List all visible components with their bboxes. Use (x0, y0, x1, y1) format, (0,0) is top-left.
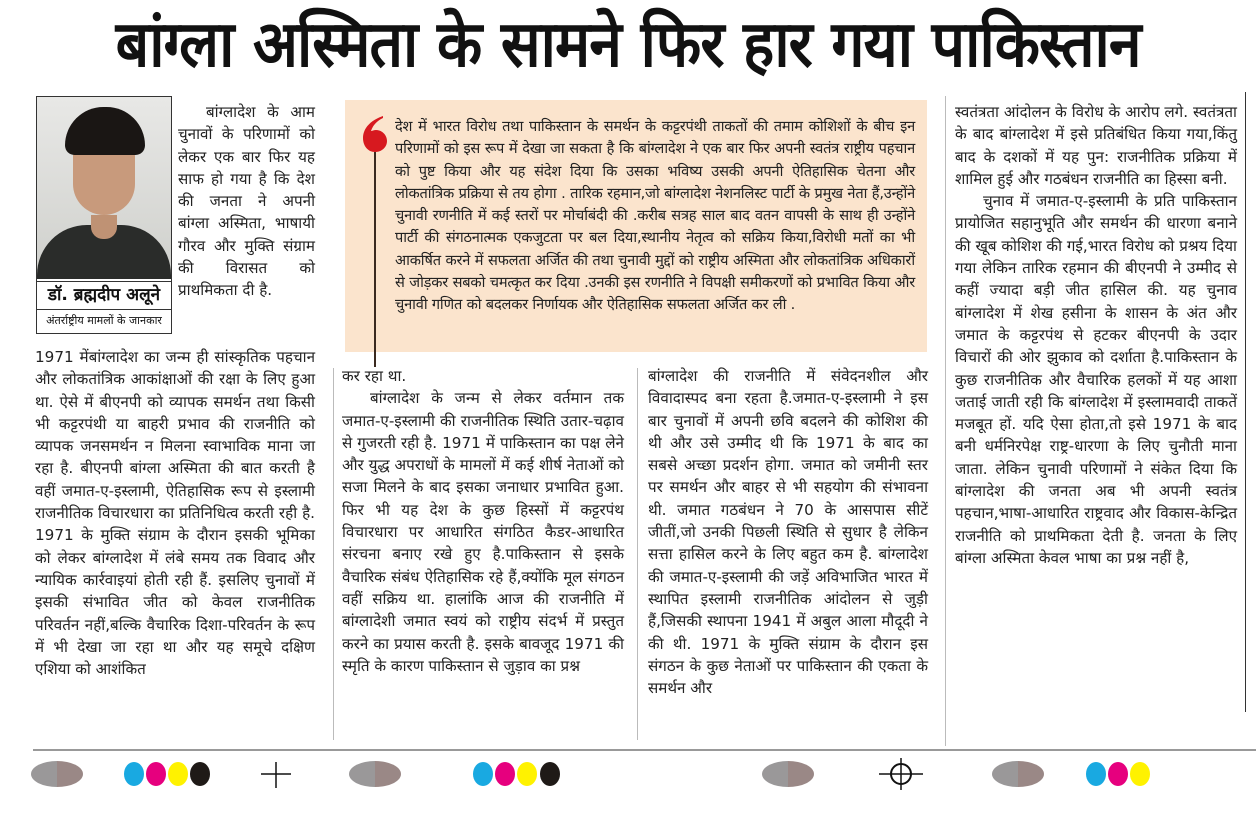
right-border (1245, 92, 1246, 712)
cyan-dot (473, 762, 493, 786)
magenta-dot (146, 762, 166, 786)
column-2-paragraph-1: कर रहा था. (342, 367, 407, 385)
black-dot (190, 762, 210, 786)
quote-line (374, 152, 376, 367)
cyan-dot (1086, 762, 1106, 786)
cyan-dot (124, 762, 144, 786)
author-role: अंतर्राष्ट्रीय मामलों के जानकार (37, 309, 171, 332)
column-3-paragraph: बांग्लादेश की राजनीति में संवेदनशील और विवादास्पद बना रहता है.जमात-ए-इस्लामी ने इस बार चुनावों में अपनी छवि बदलने की कोशिश की थी और उसे उम्मीद थी कि 1971 के बाद का सबसे अच्छा प्रदर्शन होगा. जमात को जमीनी स्तर पर समर्थन और बाहर से भी सहयोग की संभावना थी. जमात गठबंधन ने 70 के आसपास सीटें जीतीं,जो उनकी पिछली स्थिति से सुधार है लेकिन सत्ता हासिल करने के लिए बहुत कम है. बांग्लादेश की जमात-ए-इस्लामी की जड़ें अविभाजित भारत में स्थापित इस्लामी राजनीतिक आंदोलन से जुड़ी हैं,जिसकी स्थापना 1941 में अबुल आला मौदूदी ने की थी. 1971 के मुक्ति संग्राम के दौरान इस संगठन के कुछ नेताओं पर पाकिस्तान की एकता के समर्थन और (648, 367, 928, 698)
magenta-dot (495, 762, 515, 786)
registration-target-mark (878, 757, 924, 791)
gray-ellipse-mark (762, 761, 814, 787)
column-2 (342, 365, 624, 677)
column-1-intro (178, 101, 315, 302)
gray-ellipse-mark (349, 761, 401, 787)
author-box (36, 96, 172, 334)
column-4-paragraph-1: स्वतंत्रता आंदोलन के विरोध के आरोप लगे. स्वतंत्रता के बाद बांग्लादेश में इसे प्रतिबंधित किया गया,किंतु बाद के दशकों में यह पुन: राजनीतिक प्रक्रिया में शामिल हुई और गठबंधन राजनीति का हिस्सा बनी. (955, 103, 1237, 188)
pull-quote-text: देश में भारत विरोध तथा पाकिस्तान के समर्थन के कट्टरपंथी ताकतों की तमाम कोशिशों के बीच इन परिणामों को इस रूप में देखा जा सकता है कि बांग्लादेश ने एक बार फिर अपनी स्वतंत्र राष्ट्रीय पहचान को पुष्ट किया और यह संदेश दिया कि उसका भविष्य उसकी अपनी ऐतिहासिक चेतना और लोकतांत्रिक प्रक्रिया से तय होगा . तारिक रहमान,जो बांग्लादेश नेशनलिस्ट पार्टी के प्रमुख नेता हैं,उन्होंने चुनावी रणनीति में कई स्तरों पर मोर्चाबंदी की .करीब सत्रह साल बाद वतन वापसी के साथ ही उन्होंने पार्टी की संगठनात्मक एकजुटता पर बल दिया,स्थानीय नेतृत्व को सक्रिय किया,विरोधी मतों का भी आकर्षित करने में सफलता अर्जित की तथा चुनावी मुद्दों को राष्ट्रीय अस्मिता और लोकतांत्रिक अधिकारों से जोड़कर सबको चमत्कृत कर दिया .उनकी इस रणनीति ने विपक्षी समीकरणों को प्रभावित किया और चुनावी गणित को बदलकर निर्णायक और ऐतिहासिक सफलता अर्जित कर ली . (395, 118, 915, 314)
headline: बांग्ला अस्मिता के सामने फिर हार गया पाकिस्तान (115, 8, 1141, 82)
column-4 (955, 101, 1237, 569)
column-4-paragraph-2: चुनाव में जमात-ए-इस्लामी के प्रति पाकिस्तान प्रायोजित सहानुभूति और समर्थन की धारणा बनाने की खूब कोशिश की गई,भारत विरोध को प्रश्रय दिया गया लेकिन तारिक रहमान की बीएनपी ने उम्मीद से कहीं ज्यादा बड़ी जीत हासिल की. यह चुनाव बांग्लादेश में शेख हसीना के शासन के अंत और जमात के कट्टरपंथ से हटकर बीएनपी के उदार विचारों की ओर झुकाव को दर्शाता है.पाकिस्तान के कुछ राजनीतिक और वैचारिक हलकों में यह आशा जताई जाती रही कि बांग्लादेश में इस्लामवादी ताकतें मजबूत हों. यदि ऐसा होता,तो इसे 1971 के बाद बनी धर्मनिरपेक्ष राष्ट्र-धारणा के लिए चुनौती माना जाता. लेकिन चुनावी परिणामों ने संकेत दिया कि बांग्लादेश की जनता अब भी अपनी स्वतंत्र पहचान,भाषा-आधारित राष्ट्रवाद और विकास-केन्द्रित राजनीति को प्राथमिकता देती है. जनता के लिए बांग्ला अस्मिता केवल भाषा का प्रश्न नहीं है, (955, 192, 1237, 567)
gray-ellipse-mark (992, 761, 1044, 787)
column-divider (637, 368, 638, 740)
column-2-paragraph-2: बांग्लादेश के जन्म से लेकर वर्तमान तक जमात-ए-इस्लामी की राजनीतिक स्थिति उतार-चढ़ाव से गुजरती रही है. 1971 में पाकिस्तान का पक्ष लेने और युद्ध अपराधों के मामलों में कई शीर्ष नेताओं को सजा मिलने के बाद इसका जनाधार प्रभावित हुआ. फिर भी यह देश के कुछ हिस्सों में कट्टरपंथ विचारधारा पर आधारित संगठित कैडर-आधारित संरचना बनाए रखे हुए है.पाकिस्तान से इसके वैचारिक संबंध ऐतिहासिक रहे हैं,क्योंकि मूल संगठन वहीं सक्रिय था. हालांकि आज की राजनीति में बांग्लादेशी जमात स्वयं को राष्ट्रीय संदर्भ में प्रस्तुत करने का प्रयास करती है. इसके बावजूद 1971 की स्मृति के कारण पाकिस्तान से जुड़ाव का प्रश्न (342, 389, 624, 675)
gray-ellipse-mark (31, 761, 83, 787)
column-divider (333, 368, 334, 740)
pull-quote-box (345, 100, 927, 352)
column-3 (648, 365, 928, 699)
yellow-dot (1130, 762, 1150, 786)
column-1-paragraph: 1971 मेंबांग्लादेश का जन्म ही सांस्कृतिक पहचान और लोकतांत्रिक आकांक्षाओं की रक्षा के लिए हुआ था. ऐसे में बीएनपी को व्यापक समर्थन तथा किसी भी कट्टरपंथी या बाहरी प्रभाव की राजनीति को व्यापक जनसमर्थन न मिलना स्वाभाविक माना जा रहा है. बीएनपी बांग्ला अस्मिता की बात करती है वहीं जमात-ए-इस्लामी, ऐतिहासिक रूप से इस्लामी राजनीतिक विचारधारा का प्रतिनिधित्व करती रही है. 1971 के मुक्ति संग्राम के दौरान इसकी भूमिका को लेकर बांग्लादेश में लंबे समय तक विवाद और न्यायिक कार्रवाइयां होती रही हैं. इसलिए चुनावों में इसकी संभावित जीत को केवल राजनीतिक परिवर्तन नहीं,बल्कि वैचारिक दिशा-परिवर्तन के रूप में भी देखा जा रहा था और यह समूचे दक्षिण एशिया को आशंकित (35, 348, 315, 679)
black-dot (540, 762, 560, 786)
author-name: डॉ. ब्रह्मदीप अलूने (37, 281, 171, 308)
quote-mark-icon (359, 114, 389, 154)
crosshair-mark (259, 761, 293, 789)
yellow-dot (168, 762, 188, 786)
author-photo (37, 97, 171, 279)
column-divider (945, 96, 946, 746)
bottom-rule (33, 749, 1256, 751)
column-1 (35, 346, 315, 680)
intro-paragraph: बांग्लादेश के आम चुनावों के परिणामों को लेकर एक बार फिर यह साफ हो गया है कि देश की जनता ने अपनी बांग्ला अस्मिता, भाषायी गौरव और मुक्ति संग्राम की विरासत को प्राथमिकता दी है. (178, 103, 315, 300)
magenta-dot (1108, 762, 1128, 786)
headline-container (0, 0, 1256, 90)
yellow-dot (517, 762, 537, 786)
